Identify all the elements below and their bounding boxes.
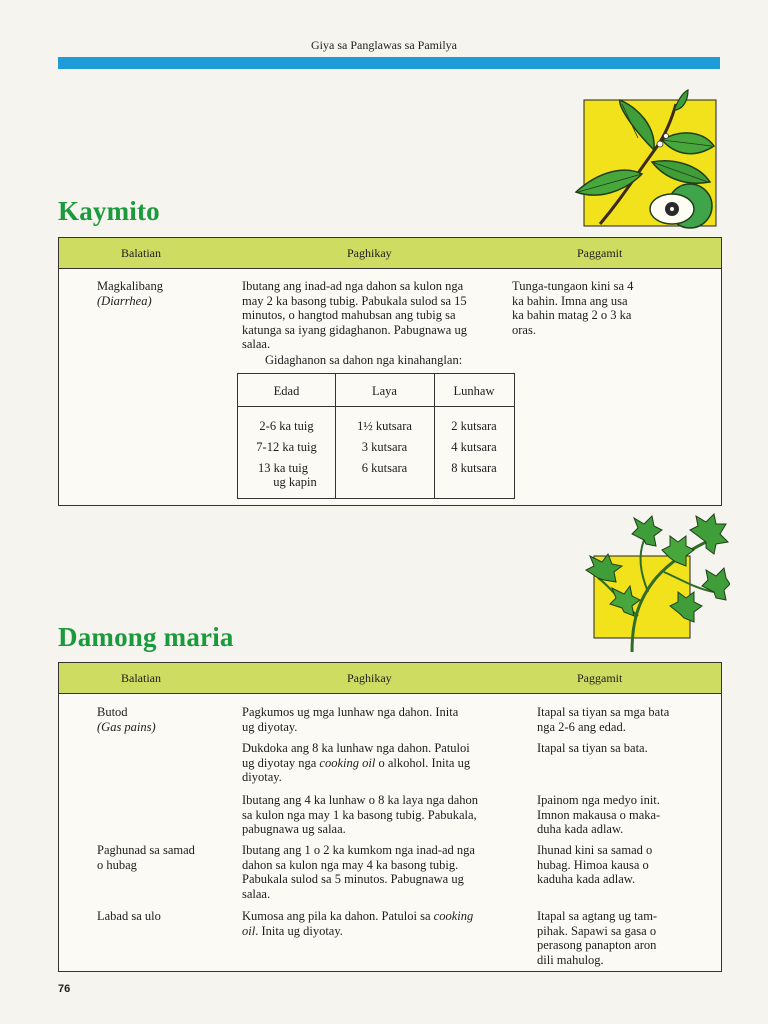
- illness-english: (Gas pains): [97, 719, 156, 734]
- illness-english: (Diarrhea): [97, 293, 152, 308]
- column-header-paghikay: Paghikay: [347, 671, 392, 685]
- usage-cell: [512, 279, 712, 337]
- prep-line: Ibutang ang 1 o 2 ka kumkom nga inad-ad nga: [242, 843, 475, 857]
- preparation-cell: [242, 705, 532, 734]
- usage-cell: [537, 843, 717, 887]
- illness-name: Butod: [97, 705, 128, 719]
- prep-line: ug diyotay.: [242, 719, 298, 734]
- use-line: Tunga-tungaon kini sa 4: [512, 279, 634, 293]
- illness-cell: [97, 843, 195, 872]
- preparation-cell: [242, 279, 512, 352]
- section-title-kaymito: Kaymito: [58, 196, 160, 226]
- kaymito-table: [58, 237, 722, 506]
- dosage-fresh: 4 kutsara: [451, 440, 497, 454]
- preparation-cell: [242, 741, 532, 785]
- table-header: [59, 663, 721, 694]
- prep-line: ug diyotay nga cooking oil o alkohol. Inita ug: [242, 755, 471, 770]
- column-header-balatian: Balatian: [121, 246, 161, 260]
- use-line: ka bahin. Imna ang usa: [512, 293, 628, 308]
- dosage-age: 2-6 ka tuig: [259, 419, 314, 433]
- illness-cell: [97, 705, 156, 734]
- usage-cell: [537, 793, 717, 837]
- dosage-header-lunhaw: Lunhaw: [453, 384, 495, 398]
- dosage-age: 13 ka tuig: [258, 461, 308, 475]
- kaymito-illustration: [572, 88, 722, 230]
- dosage-dry: 1½ kutsara: [357, 419, 412, 433]
- running-header: Giya sa Panglawas sa Pamilya: [311, 38, 457, 52]
- use-line: oras.: [512, 322, 536, 337]
- use-line: pihak. Sapawi sa gasa o: [537, 923, 657, 938]
- column-header-paghikay: Paghikay: [347, 246, 392, 260]
- damong-maria-illustration: [582, 512, 730, 654]
- preparation-cell: [242, 909, 532, 938]
- page-number: 76: [58, 983, 71, 995]
- preparation-cell: [242, 843, 532, 901]
- use-line: Itapal sa tiyan sa mga bata: [537, 705, 670, 719]
- use-line: duha kada adlaw.: [537, 822, 624, 836]
- dosage-intro: Gidaghanon sa dahon nga kinahanglan:: [265, 353, 463, 367]
- usage-cell: [537, 705, 717, 734]
- table-header: [59, 238, 721, 269]
- use-line: Ipainom nga medyo init.: [537, 793, 660, 807]
- column-header-paggamit: Paggamit: [577, 671, 623, 685]
- prep-line: katunga sa iyang gidaghanon. Pabugnawa ug: [242, 322, 467, 337]
- use-line: perasong panapton aron: [537, 938, 657, 952]
- prep-line: salaa.: [242, 337, 271, 351]
- prep-line: Dukdoka ang 8 ka lunhaw nga dahon. Patuloi: [242, 741, 470, 755]
- column-header-paggamit: Paggamit: [577, 246, 623, 260]
- use-line: Imnon makausa o maka-: [537, 807, 661, 822]
- illness-name: Labad sa ulo: [97, 909, 161, 923]
- column-header-balatian: Balatian: [121, 671, 161, 685]
- use-line: Ihunad kini sa samad o: [537, 843, 653, 857]
- use-line: ka bahin matag 2 o 3 ka: [512, 308, 632, 322]
- prep-line: minutos, o hangtod mahubsan ang tubig sa: [242, 308, 456, 322]
- prep-line: sa kulon nga may 1 ka basong tubig. Pabukala,: [242, 807, 477, 822]
- illness-name-cont: o hubag: [97, 857, 137, 872]
- damong-maria-table: [58, 662, 722, 972]
- prep-line: may 2 ka basong tubig. Pabukala sulod sa 15: [242, 293, 467, 308]
- usage-cell: [537, 741, 717, 756]
- dosage-header-laya: Laya: [372, 384, 397, 398]
- prep-line: salaa.: [242, 886, 271, 901]
- prep-line: diyotay.: [242, 770, 282, 784]
- section-title-damong-maria: Damong maria: [58, 622, 234, 652]
- use-line: kaduha kada adlaw.: [537, 872, 636, 886]
- use-line: dili mahulog.: [537, 952, 604, 967]
- dosage-age: 7-12 ka tuig: [256, 440, 317, 454]
- dosage-fresh: 2 kutsara: [451, 419, 497, 433]
- use-line: nga 2-6 ang edad.: [537, 719, 626, 734]
- use-line: Itapal sa tiyan sa bata.: [537, 741, 648, 755]
- use-line: hubag. Himoa kausa o: [537, 857, 649, 872]
- illness-name: Paghunad sa samad: [97, 843, 195, 857]
- dosage-age-cont: ug kapin: [273, 475, 317, 489]
- dosage-dry: 6 kutsara: [361, 461, 408, 475]
- dosage-dry: 3 kutsara: [361, 440, 408, 454]
- illness-name: Magkalibang: [97, 279, 163, 293]
- header-rule: [58, 57, 720, 69]
- prep-line: Pagkumos ug mga lunhaw nga dahon. Inita: [242, 705, 459, 719]
- prep-line: oil. Inita ug diyotay.: [242, 923, 343, 938]
- prep-line: Kumosa ang pila ka dahon. Patuloi sa cooking: [242, 909, 474, 923]
- prep-line: Ibutang ang 4 ka lunhaw o 8 ka laya nga dahon: [242, 793, 479, 807]
- illness-cell: [97, 279, 163, 308]
- preparation-cell: [242, 793, 532, 837]
- usage-cell: [537, 909, 717, 967]
- dosage-table: [237, 373, 515, 499]
- prep-line: dahon sa kulon nga may 4 ka basong tubig.: [242, 857, 459, 872]
- dosage-fresh: 8 kutsara: [451, 461, 497, 475]
- prep-line: Pabukala sulod sa 5 minutos. Pabugnawa ug: [242, 872, 464, 886]
- prep-line: Ibutang ang inad-ad nga dahon sa kulon nga: [242, 279, 464, 293]
- dosage-header-edad: Edad: [273, 384, 300, 398]
- illness-cell: [97, 909, 161, 924]
- use-line: Itapal sa agtang ug tam-: [537, 909, 658, 923]
- prep-line: pabugnawa ug salaa.: [242, 822, 346, 836]
